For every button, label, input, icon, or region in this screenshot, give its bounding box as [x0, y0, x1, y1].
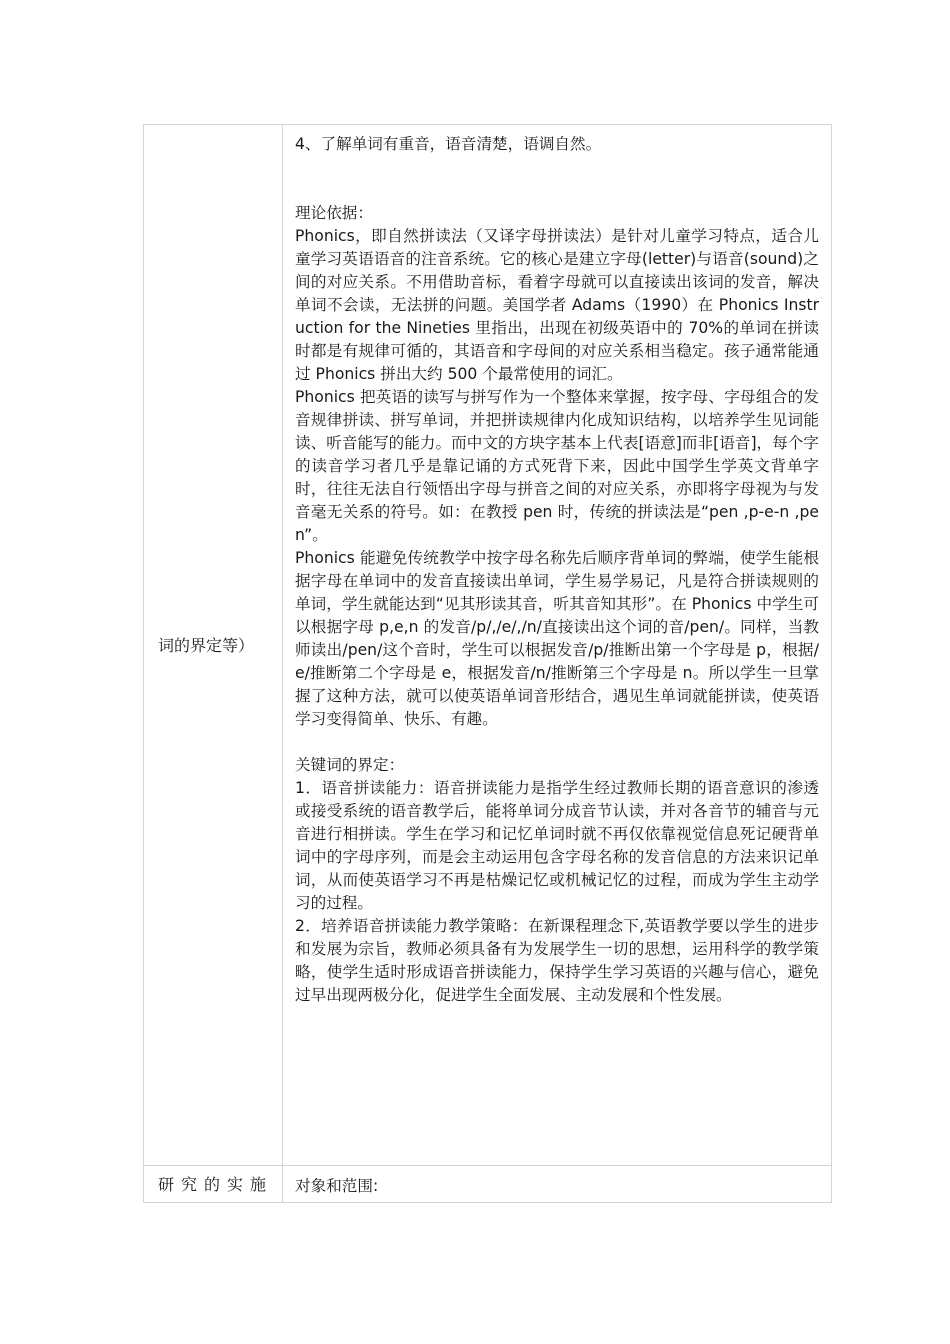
row-label: 词的界定等）	[158, 636, 255, 655]
row-label-cell	[144, 1166, 283, 1203]
theory-heading: 理论依据：	[295, 204, 373, 222]
row-label: 研究的实施	[158, 1175, 274, 1194]
keyword-definition-2: 2．培养语音拼读能力教学策略：在新课程理念下,英语教学要以学生的进步和发展为宗旨，教师必须具备有为发展学生一切的思想，运用科学的教学策略，使学生适时形成语音拼读能力，保持学生学习英语的兴趣与信心，避免过早出现两极分化，促进学生全面发展、主动发展和个性发展。	[295, 917, 819, 1004]
research-plan-table	[143, 124, 832, 1203]
table-row	[144, 1166, 832, 1203]
objective-point-4: 4、了解单词有重音，语音清楚，语调自然。	[295, 135, 602, 153]
paragraph-gap	[295, 731, 819, 754]
theory-paragraph-3: Phonics 能避免传统教学中按字母名称先后顺序背单词的弊端，使学生能根据字母在单词中的发音直接读出单词，学生易学易记，凡是符合拼读规则的单词，学生就能达到“见其形读其音，听其音知其形”。在 Phonics 中学生可以根据字母 p,e,n 的发音/p/,/e/,/n/直接读出这个词的音/pen/。同样，当教师读出/pen/这个音时，学生可以根据发音/p/推断出第一个字母是 p，根据/e/推断第二个字母是 e，根据发音/n/推断第三个字母是 n。所以学生一旦掌握了这种方法，就可以使英语单词音形结合，遇见生单词就能拼读，使英语学习变得简单、快乐、有趣。	[295, 549, 819, 728]
keyword-definition-1: 1．语音拼读能力：语音拼读能力是指学生经过教师长期的语音意识的渗透或接受系统的语音教学后，能将单词分成音节认读，并对各音节的辅音与元音进行相拼读。学生在学习和记忆单词时就不再仅依靠视觉信息死记硬背单词中的字母序列，而是会主动运用包含字母名称的发音信息的方法来识记单词，从而使英语学习不再是枯燥记忆或机械记忆的过程，而成为学生主动学习的过程。	[295, 779, 819, 912]
table-row	[144, 125, 832, 1166]
row-label-cell	[144, 125, 283, 1166]
row-content	[283, 125, 831, 1007]
row-content: 对象和范围:	[295, 1177, 379, 1195]
row-content-cell	[283, 1166, 832, 1203]
row-content-cell	[283, 125, 832, 1166]
theory-paragraph-2: Phonics 把英语的读写与拼写作为一个整体来掌握，按字母、字母组合的发音规律拼读、拼写单词，并把拼读规律内化成知识结构，以培养学生见词能读、听音能写的能力。而中文的方块字基本上代表[语意]而非[语音]，每个字的读音学习者几乎是靠记诵的方式死背下来，因此中国学生学英文背单字时，往往无法自行领悟出字母与拼音之间的对应关系，亦即将字母视为与发音毫无关系的符号。如：在教授 pen 时，传统的拼读法是“pen ,p-e-n ,pen”。	[295, 388, 819, 544]
keywords-heading: 关键词的界定：	[295, 756, 405, 774]
theory-paragraph-1: Phonics，即自然拼读法（又译字母拼读法）是针对儿童学习特点，适合儿童学习英语语音的注音系统。它的核心是建立字母(letter)与语音(sound)之间的对应关系。不用借助音标，看着字母就可以直接读出该词的发音，解决单词不会读，无法拼的问题。美国学者 Adams（1990）在 Phonics Instruction for the Nineties 里指出，出现在初级英语中的 70%的单词在拼读时都是有规律可循的，其语音和字母间的对应关系相当稳定。孩子通常能通过 Phonics 拼出大约 500 个最常使用的词汇。	[295, 227, 819, 383]
